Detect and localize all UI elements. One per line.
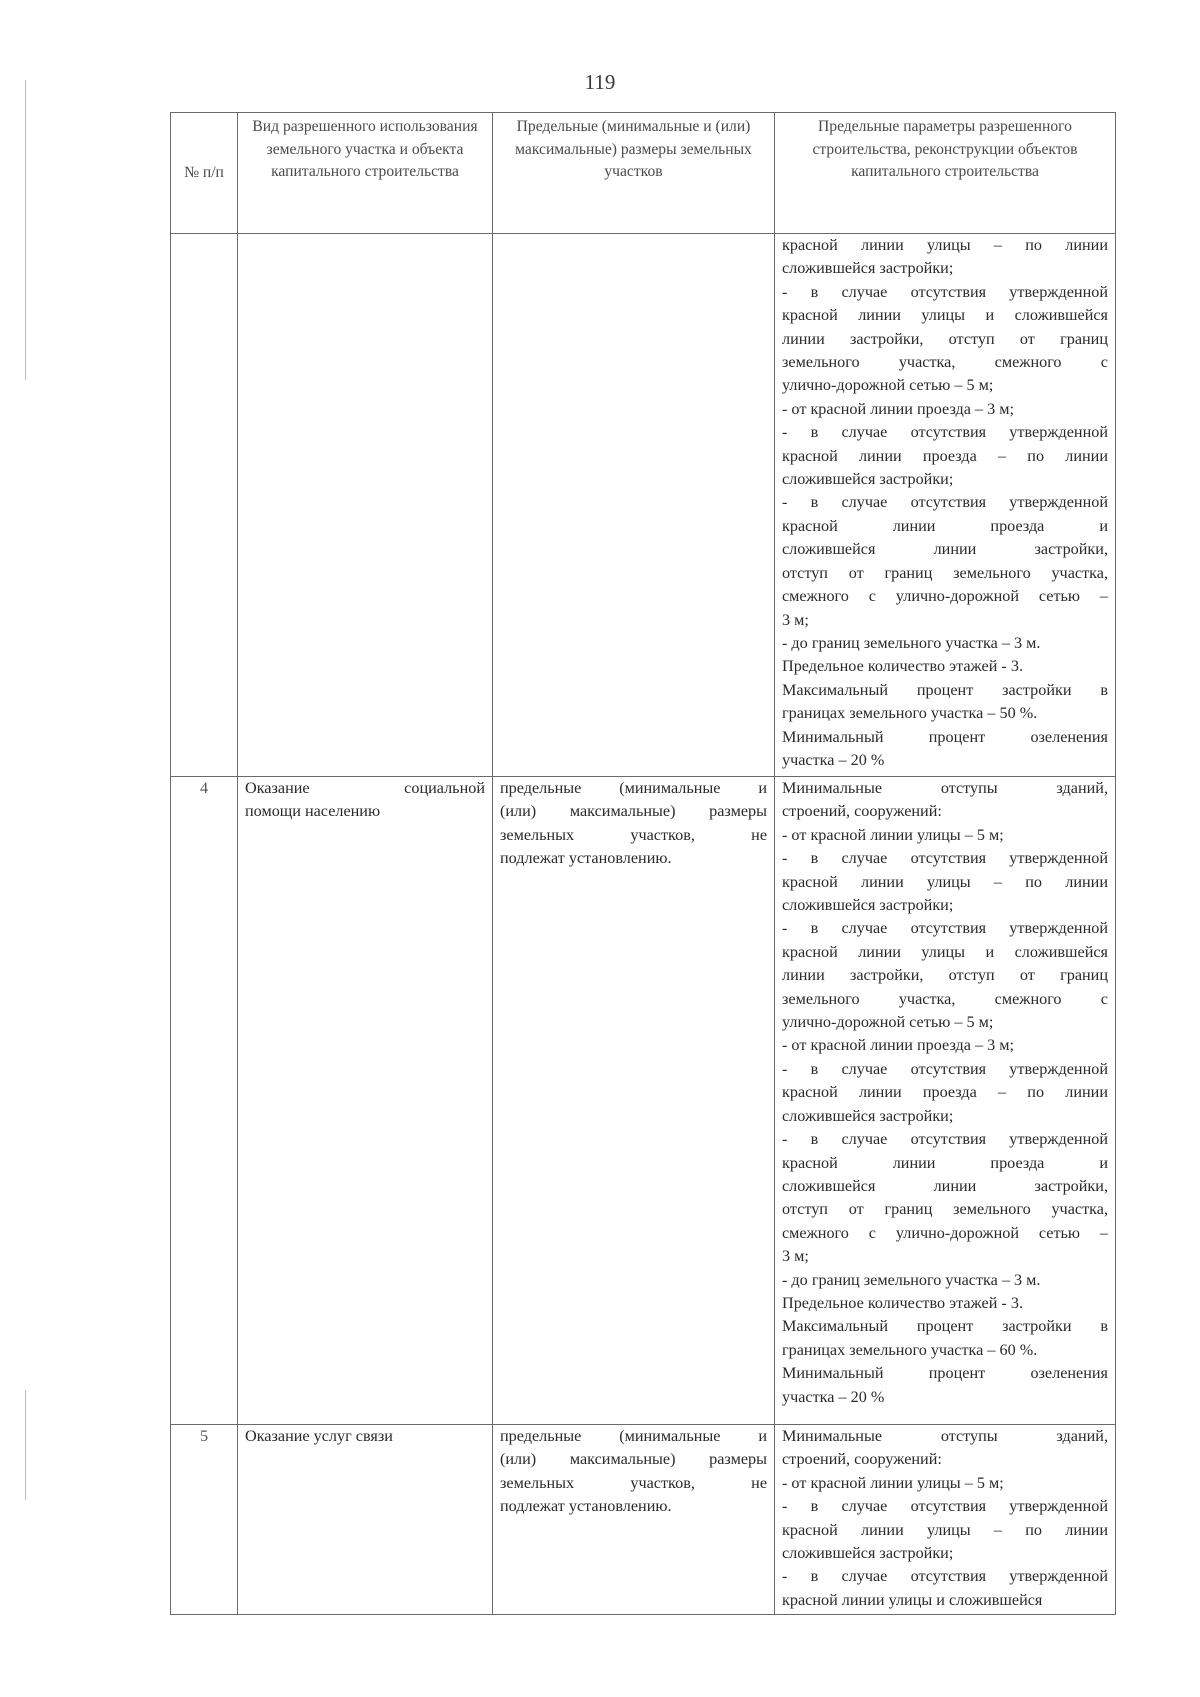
text-line: земельных участков, не (500, 1473, 767, 1492)
text-line: сложившейся застройки; (782, 1544, 954, 1563)
text-line: сложившейся линии застройки, (782, 1176, 1108, 1195)
text-line: сложившейся застройки; (782, 470, 954, 489)
text-line: сложившейся линии застройки, (782, 540, 1108, 559)
page-number: 119 (584, 70, 616, 94)
text-line: - до границ земельного участка – 3 м. (782, 1270, 1041, 1289)
text-line: Максимальный процент застройки в (782, 1317, 1108, 1336)
row-params-cell (775, 777, 1116, 1425)
text-line: сложившейся застройки; (782, 1106, 954, 1125)
text-line: - в случае отсутствия утвержденной (782, 493, 1108, 512)
text-line: строений, сооружений: (782, 802, 942, 821)
table-row (171, 777, 1116, 1425)
text-line: - от красной линии улицы – 5 м; (782, 825, 1004, 844)
text-line: Минимальные отступы зданий, (782, 1427, 1108, 1445)
text-line: Минимальный процент озеленения (782, 727, 1108, 746)
text-line: красной линии улицы – по линии (782, 872, 1108, 891)
text-line: границах земельного участка – 50 %. (782, 704, 1038, 723)
text-line: Минимальные отступы зданий, (782, 779, 1108, 797)
text-line: Предельное количество этажей - 3. (782, 1293, 1023, 1312)
text-line: сложившейся застройки; (782, 259, 954, 278)
text-line: - в случае отсутствия утвержденной (782, 1497, 1108, 1516)
text-line: - от красной линии проезда – 3 м; (782, 1036, 1015, 1055)
text-line: красной линии улицы – по линии (782, 1520, 1108, 1539)
text-line: участка – 20 % (782, 1387, 885, 1406)
text-line: Оказание услуг связи (245, 1427, 393, 1445)
text-line: отступ от границ земельного участка, (782, 563, 1108, 582)
text-line: Оказание социальной (245, 779, 485, 797)
text-line: смежного с улично-дорожной сетью – (782, 1223, 1108, 1242)
text-line: предельные (минимальные и (500, 779, 767, 797)
text-line: - от красной линии проезда – 3 м; (782, 399, 1015, 418)
row-plot-size-cell (493, 1425, 775, 1615)
text-line: 3 м; (782, 610, 809, 629)
text-line: Максимальный процент застройки в (782, 680, 1108, 699)
scan-edge-line-bottom (25, 1390, 26, 1500)
text-line: подлежат установлению. (500, 849, 672, 868)
header-num (171, 113, 238, 234)
header-params-label: Предельные параметры разрешенного строительства, реконструкции объектов капитального строительства (812, 118, 1078, 180)
header-use-type-label: Вид разрешенного использования земельного участка и объекта капитального строительства (252, 118, 478, 180)
header-params (775, 113, 1116, 234)
scan-edge-line-top (25, 80, 26, 380)
row-use-type-cell (238, 1425, 493, 1615)
table-row (171, 1425, 1116, 1615)
text-line: смежного с улично-дорожной сетью – (782, 587, 1108, 606)
row-use-type-cell (238, 777, 493, 1425)
text-line: - до границ земельного участка – 3 м. (782, 633, 1041, 652)
row-params-cell (775, 234, 1116, 777)
header-plot-size (493, 113, 775, 234)
text-line: (или) максимальные) размеры (500, 1450, 767, 1469)
text-line: (или) максимальные) размеры (500, 802, 767, 821)
text-line: земельных участков, не (500, 825, 767, 844)
text-line: красной линии проезда – по линии (782, 446, 1108, 465)
text-line: участка – 20 % (782, 750, 885, 769)
text-line: - в случае отсутствия утвержденной (782, 1059, 1108, 1078)
row-params-cell (775, 1425, 1116, 1615)
text-line: 3 м; (782, 1247, 809, 1266)
text-line: - в случае отсутствия утвержденной (782, 423, 1108, 442)
header-plot-size-label: Предельные (минимальные и (или) максимальные) размеры земельных участков (515, 118, 752, 180)
row-num-cell: 4 (171, 777, 238, 1425)
text-line: сложившейся застройки; (782, 896, 954, 915)
text-line: Предельное количество этажей - 3. (782, 657, 1023, 676)
table-header-row (171, 113, 1116, 234)
text-line: красной линии улицы и сложившейся (782, 1590, 1043, 1609)
text-line: - в случае отсутствия утвержденной (782, 1567, 1108, 1586)
text-line: - в случае отсутствия утвержденной (782, 282, 1108, 301)
row-use-type-cell (238, 234, 493, 777)
text-line: - в случае отсутствия утвержденной (782, 919, 1108, 938)
text-line: красной линии улицы и сложившейся (782, 942, 1108, 961)
header-use-type (238, 113, 493, 234)
text-line: линии застройки, отступ от границ (782, 966, 1108, 985)
text-line: помощи населению (245, 802, 381, 821)
row-plot-size-cell (493, 777, 775, 1425)
text-line: улично-дорожной сетью – 5 м; (782, 1013, 994, 1032)
text-line: границах земельного участка – 60 %. (782, 1340, 1038, 1359)
zoning-table (170, 112, 1116, 1615)
text-line: земельного участка, смежного с (782, 989, 1108, 1008)
row-num-cell: 5 (171, 1425, 238, 1615)
text-line: - в случае отсутствия утвержденной (782, 849, 1108, 868)
text-line: линии застройки, отступ от границ (782, 329, 1108, 348)
text-line: земельного участка, смежного с (782, 353, 1108, 372)
text-line: строений, сооружений: (782, 1450, 942, 1469)
text-line: красной линии проезда – по линии (782, 1083, 1108, 1102)
text-line: красной линии улицы и сложившейся (782, 306, 1108, 325)
row-plot-size-cell (493, 234, 775, 777)
text-line: красной линии проезда и (782, 516, 1108, 535)
row-num-cell (171, 234, 238, 777)
text-line: отступ от границ земельного участка, (782, 1200, 1108, 1219)
text-line: Минимальный процент озеленения (782, 1364, 1108, 1383)
text-line: предельные (минимальные и (500, 1427, 767, 1445)
text-line: красной линии улицы – по линии (782, 236, 1108, 254)
text-line: - в случае отсутствия утвержденной (782, 1130, 1108, 1149)
text-line: - от красной линии улицы – 5 м; (782, 1473, 1004, 1492)
table-row (171, 234, 1116, 777)
text-line: красной линии проезда и (782, 1153, 1108, 1172)
header-num-label: № п/п (184, 163, 224, 181)
text-line: улично-дорожной сетью – 5 м; (782, 376, 994, 395)
text-line: подлежат установлению. (500, 1497, 672, 1516)
